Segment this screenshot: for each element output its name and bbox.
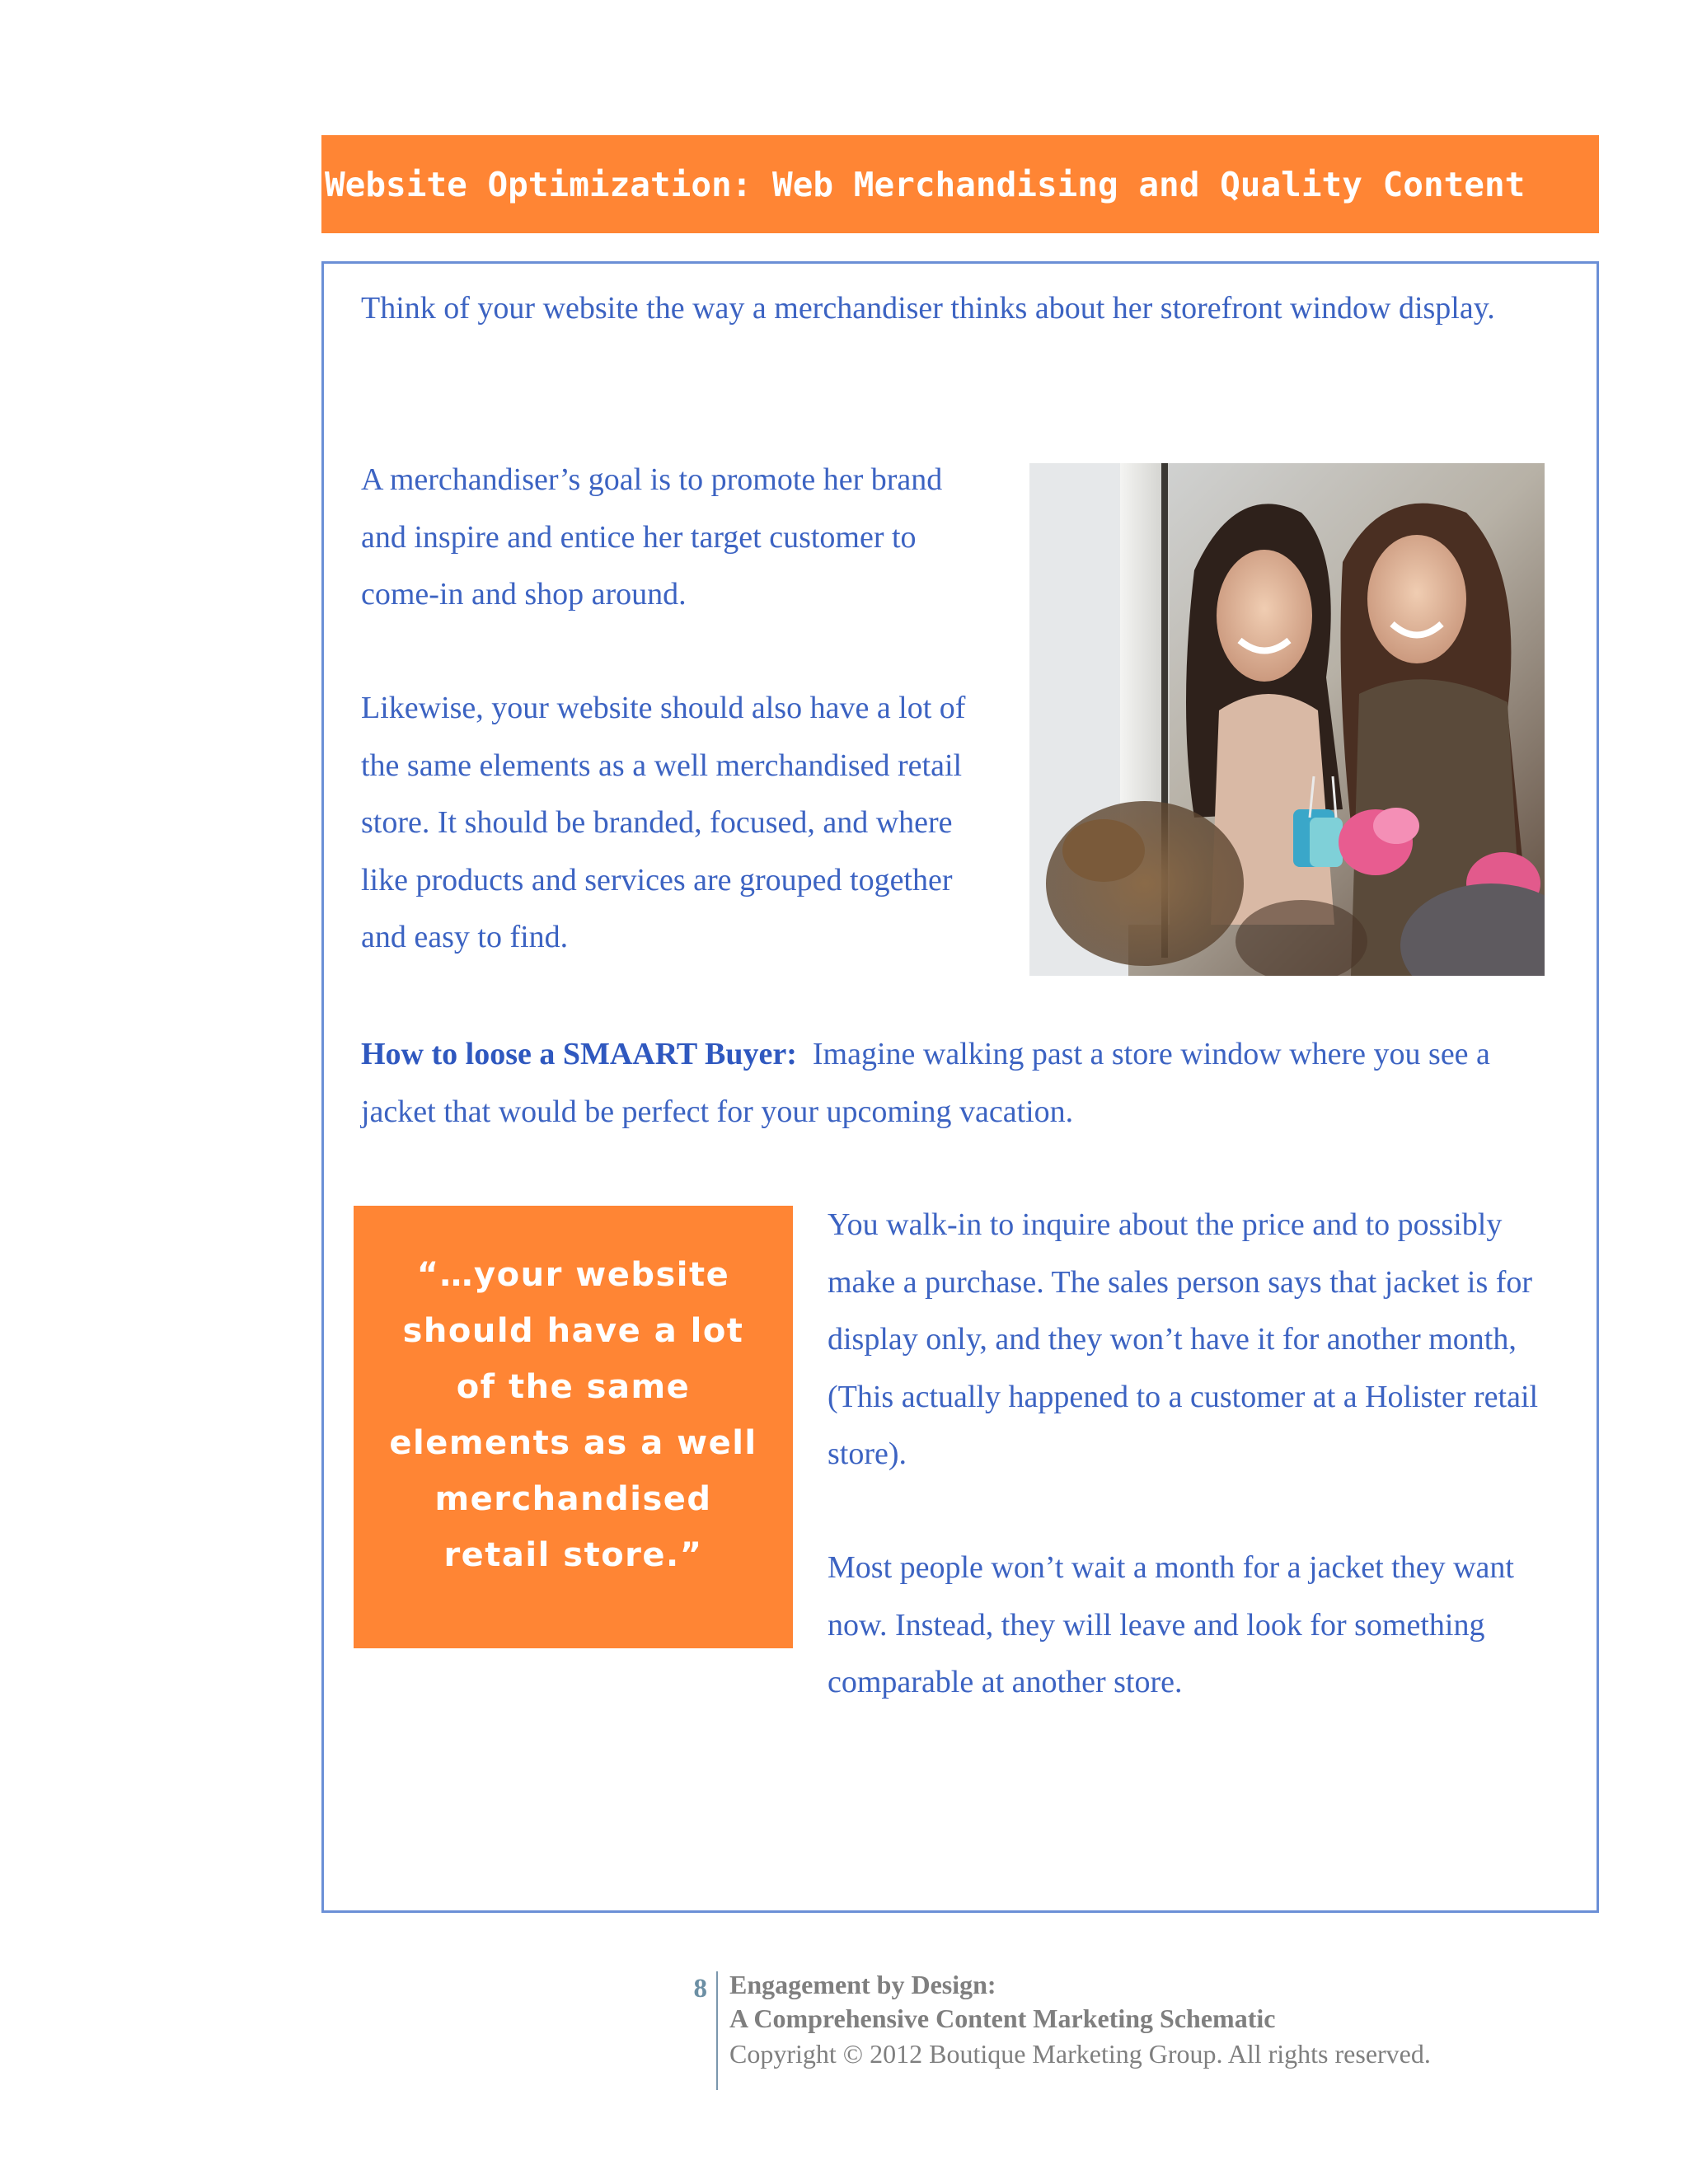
section-header-banner <box>321 135 1599 233</box>
smaart-buyer-text: Imagine walking past a store window where you see a jacket that would be perfect for your upcoming vacation. <box>361 1037 1490 1129</box>
smaart-buyer-heading: How to loose a SMAART Buyer: <box>361 1037 797 1071</box>
footer-divider <box>716 1971 718 2090</box>
pull-quote-box <box>354 1206 793 1648</box>
section-title: Website Optimization: Web Merchandising and Quality Content <box>325 164 1526 204</box>
smaart-buyer-paragraph <box>361 1026 1564 1141</box>
footer-copyright: Copyright © 2012 Boutique Marketing Group. All rights reserved. <box>729 2039 1431 2069</box>
merchandiser-goal-paragraph: A merchandiser’s goal is to promote her brand and inspire and entice her target customer to come-in and shop around. <box>361 462 943 612</box>
page-number: 8 <box>693 1974 707 2004</box>
likewise-paragraph: Likewise, your website should also have a lot of the same elements as a well merchandised retail store. It should be branded, focused, and where like products and services are grouped together and easy to find. <box>361 691 966 954</box>
footer-info <box>729 1968 1431 2071</box>
pull-quote-text: “…your website should have a lot of the same elements as a well merchandised retail store.” <box>389 1256 757 1574</box>
footer-title-line2: A Comprehensive Content Marketing Schematic <box>729 2004 1276 2033</box>
intro-paragraph: Think of your website the way a merchandiser thinks about her storefront window display. <box>361 291 1495 326</box>
walk-in-paragraph: You walk-in to inquire about the price and to possibly make a purchase. The sales person says that jacket is for display only, and they won’t have it for another month, (This actually happened to a customer at a Holister retail store). <box>828 1207 1539 1471</box>
most-people-paragraph: Most people won’t wait a month for a jacket they want now. Instead, they will leave and look for something comparable at another store. <box>828 1550 1514 1699</box>
footer-title-line1: Engagement by Design: <box>729 1970 996 1999</box>
shoppers-window-photo <box>1029 463 1545 976</box>
